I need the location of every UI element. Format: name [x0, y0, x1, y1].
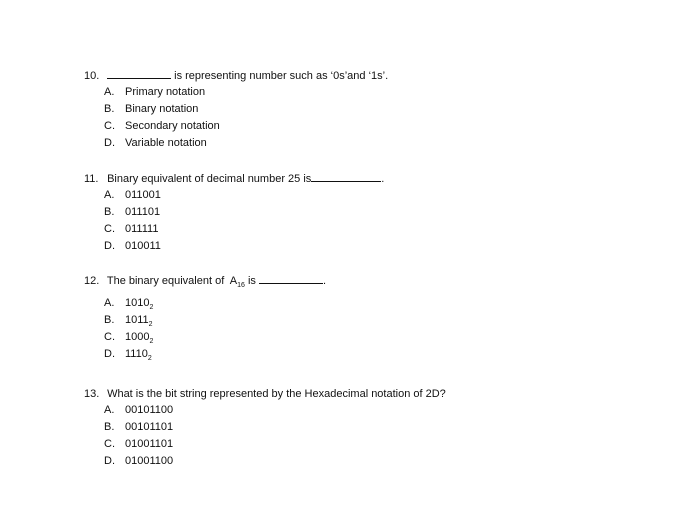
- option-b: B. $1011_2$: [104, 314, 153, 329]
- option-c: C. 01001101: [104, 438, 174, 450]
- option-list: [84, 402, 644, 470]
- option-list: [84, 84, 644, 152]
- answer-blank: [311, 171, 381, 182]
- question-text: Binary equivalent of decimal number 25 is: [107, 173, 312, 185]
- option-c: C. 011111: [104, 223, 159, 235]
- base-value: A: [229, 275, 238, 287]
- answer-blank: [259, 273, 323, 284]
- option-a: A. 011001: [104, 189, 161, 201]
- option-a: A. $1010_2$: [104, 297, 154, 312]
- option-b: B. 011101: [104, 206, 161, 218]
- question-stem: [84, 171, 644, 187]
- option-d: D. $1110_2$: [104, 348, 152, 363]
- question-text: The binary equivalent of: [106, 275, 230, 287]
- option-b: B. 00101101: [104, 421, 174, 433]
- option-d: D. 010011: [104, 240, 161, 252]
- question-10: [84, 68, 644, 152]
- question-number: 11.: [84, 173, 99, 185]
- option-b: B. Binary notation: [104, 103, 199, 115]
- option-a: A. 00101100: [104, 404, 174, 416]
- question-12: [84, 273, 644, 363]
- question-text-mid: is: [244, 275, 259, 287]
- question-text-end: .: [322, 275, 327, 287]
- question-number: 12.: [84, 275, 100, 287]
- question-stem: [84, 386, 644, 402]
- question-stem: [84, 273, 644, 289]
- question-stem: [84, 68, 644, 84]
- answer-blank: [107, 68, 171, 79]
- base-subscript: 16: [237, 282, 245, 290]
- option-c: C. Secondary notation: [104, 120, 220, 132]
- question-13: [84, 386, 644, 470]
- option-d: D. 01001100: [104, 455, 174, 467]
- option-c: C. $1000_2$: [104, 331, 154, 346]
- question-text: What is the bit string represented by the Hexadecimal notation of 2D?: [107, 388, 446, 400]
- question-number: 13.: [84, 388, 100, 400]
- option-a: A. Primary notation: [104, 86, 206, 98]
- option-list: [84, 295, 644, 363]
- question-text: is representing number such as ‘0s’and ‘1s’.: [174, 70, 389, 82]
- option-d: D. Variable notation: [104, 137, 207, 149]
- question-11: [84, 171, 644, 255]
- question-text-end: .: [381, 173, 385, 185]
- question-number: 10.: [84, 70, 100, 82]
- option-list: [84, 187, 644, 255]
